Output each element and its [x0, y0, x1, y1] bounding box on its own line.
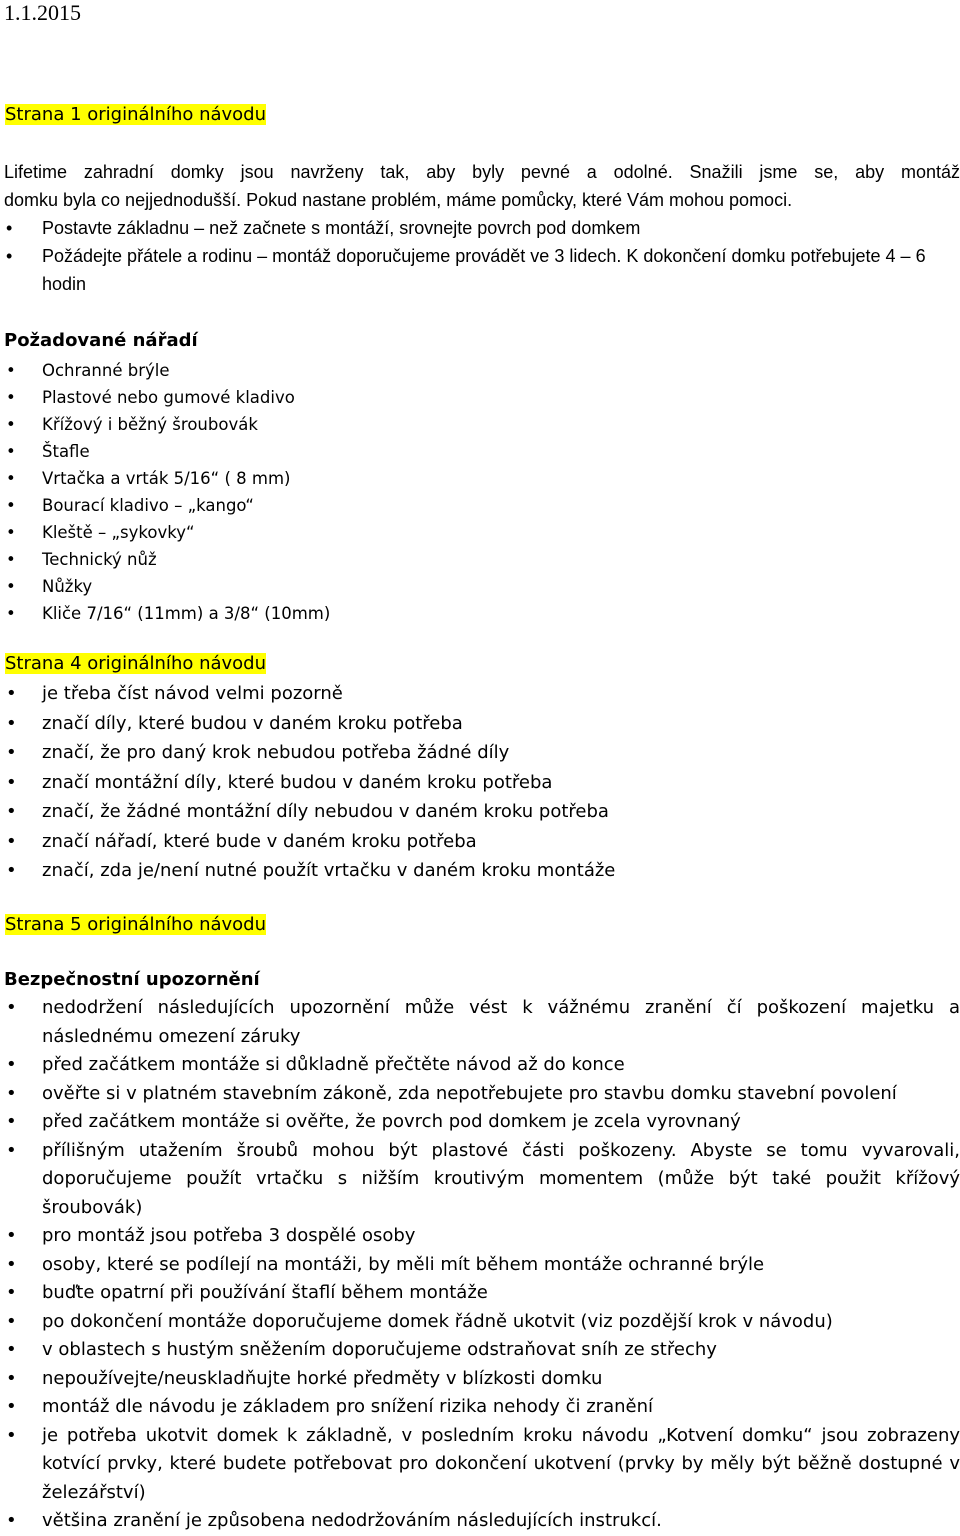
section-heading-page-1 — [4, 102, 267, 128]
list-item: • Postavte základnu – než začnete s montáží, srovnejte povrch pod domkem — [0, 214, 960, 242]
highlighted-heading-text: Strana 1 originálního návodu — [5, 104, 267, 125]
highlighted-heading-text: Strana 5 originálního návodu — [5, 914, 267, 935]
bullet-icon: • — [6, 1139, 17, 1161]
bullet-icon: • — [6, 442, 16, 461]
safety-list — [0, 994, 960, 1536]
list-item: • osoby, které se podílejí na montáži, by měli mít během montáže ochranné brýle — [0, 1251, 960, 1280]
list-item: • nedodržení následujících upozornění může vést k vážnému zranění čí poškození majetku a následnému omezení záruky — [0, 994, 960, 1051]
bullet-icon: • — [6, 683, 17, 704]
tools-heading: Požadované nářadí — [4, 330, 198, 351]
list-item: • v oblastech s hustým sněžením doporučujeme odstraňovat sníh ze střechy — [0, 1336, 960, 1365]
list-item: • značí, že žádné montážní díly nebudou v daném kroku potřeba — [0, 797, 960, 827]
bullet-icon: • — [6, 415, 16, 434]
bullet-icon: • — [6, 801, 17, 822]
tools-list — [0, 357, 960, 627]
list-item: • Ochranné brýle — [0, 357, 960, 384]
list-item: • značí, zda je/není nutné použít vrtačku v daném kroku montáže — [0, 856, 960, 886]
bullet-icon: • — [6, 1082, 17, 1104]
list-item: • montáž dle návodu je základem pro snížení rizika nehody či zranění — [0, 1393, 960, 1422]
intro-bullet-list — [0, 214, 960, 298]
list-item: • Kliče 7/16“ (11mm) a 3/8“ (10mm) — [0, 600, 960, 627]
list-item: • buďte opatrní při používání štaflí během montáže — [0, 1279, 960, 1308]
bullet-icon: • — [6, 1253, 17, 1275]
bullet-icon: • — [6, 1367, 17, 1389]
bullet-icon: • — [6, 361, 16, 380]
highlighted-heading-text: Strana 4 originálního návodu — [5, 653, 267, 674]
safety-heading: Bezpečnostní upozornění — [4, 969, 260, 990]
bullet-icon: • — [6, 1510, 17, 1531]
bullet-icon: • — [6, 218, 13, 238]
list-item: • značí díly, které budou v daném kroku potřeba — [0, 709, 960, 739]
bullet-icon: • — [6, 1310, 17, 1332]
symbols-list — [0, 679, 960, 886]
list-item: • značí, že pro daný krok nebudou potřeba žádné díly — [0, 738, 960, 768]
bullet-icon: • — [6, 523, 16, 542]
bullet-icon: • — [6, 860, 17, 881]
bullet-icon: • — [6, 1339, 17, 1360]
list-item: • po dokončení montáže doporučujeme domek řádně ukotvit (viz pozdější krok v návodu) — [0, 1308, 960, 1337]
bullet-icon: • — [6, 1111, 17, 1132]
intro-line-2: domku byla co nejjednodušší. Pokud nastane problém, máme pomůcky, které Vám mohou pomoci. — [4, 190, 793, 210]
list-item: • většina zranění je způsobena nedodržováním následujících instrukcí. — [0, 1507, 960, 1536]
bullet-icon: • — [6, 1396, 17, 1417]
list-item: • je potřeba ukotvit domek k základně, v posledním kroku návodu „Kotvení domku“ jsou zobrazeny kotvící prvky, které budete potřebovat pro dokončení ukotvení (prvky by měly být běžně dostupné v železářství) — [0, 1422, 960, 1508]
list-item: • značí montážní díly, které budou v daném kroku potřeba — [0, 768, 960, 798]
bullet-icon: • — [6, 469, 16, 488]
list-item: • Nůžky — [0, 573, 960, 600]
bullet-icon: • — [6, 496, 16, 515]
list-item: • Požádejte přátele a rodinu – montáž doporučujeme provádět ve 3 lidech. K dokončení domku potřebujete 4 – 6 hodin — [0, 242, 960, 298]
bullet-icon: • — [6, 1225, 17, 1246]
bullet-icon: • — [6, 246, 13, 266]
bullet-icon: • — [6, 997, 17, 1018]
intro-line-1: Lifetime zahradní domky jsou navrženy tak, aby byly pevné a odolné. Snažili jsme se, aby montáž — [4, 162, 960, 182]
list-item: • Křížový i běžný šroubovák — [0, 411, 960, 438]
list-item: • před začátkem montáže si ověřte, že povrch pod domkem je zcela vyrovnaný — [0, 1108, 960, 1137]
list-item: • Technický nůž — [0, 546, 960, 573]
list-item: • značí nářadí, které bude v daném kroku potřeba — [0, 827, 960, 857]
list-item: • Štafle — [0, 438, 960, 465]
list-item: • přílišným utažením šroubů mohou být plastové části poškozeny. Abyste se tomu vyvarovali, doporučujeme použít vrtačku s nižším kroutivým momentem (může být také použit křížový šroubovák) — [0, 1137, 960, 1223]
bullet-icon: • — [6, 550, 16, 569]
list-item: • nepoužívejte/neuskladňujte horké předměty v blízkosti domku — [0, 1365, 960, 1394]
bullet-icon: • — [6, 1054, 17, 1075]
bullet-icon: • — [6, 771, 17, 793]
list-item: • Plastové nebo gumové kladivo — [0, 384, 960, 411]
bullet-icon: • — [6, 830, 17, 852]
bullet-icon: • — [6, 604, 16, 623]
bullet-icon: • — [6, 577, 16, 596]
bullet-icon: • — [6, 742, 17, 763]
bullet-icon: • — [6, 712, 17, 734]
section-heading-page-5 — [4, 912, 267, 938]
document-date: 1.1.2015 — [4, 0, 81, 25]
list-item: • je třeba číst návod velmi pozorně — [0, 679, 960, 709]
list-item: • pro montáž jsou potřeba 3 dospělé osoby — [0, 1222, 960, 1251]
list-item: • Kleště – „sykovky“ — [0, 519, 960, 546]
section-heading-page-4 — [4, 651, 267, 677]
list-item: • Vrtačka a vrták 5/16“ ( 8 mm) — [0, 465, 960, 492]
bullet-icon: • — [6, 388, 16, 407]
bullet-icon: • — [6, 1424, 17, 1446]
intro-paragraph — [4, 158, 960, 214]
list-item: • před začátkem montáže si důkladně přečtěte návod až do konce — [0, 1051, 960, 1080]
list-item: • ověřte si v platném stavebním zákoně, zda nepotřebujete pro stavbu domku stavební povolení — [0, 1080, 960, 1109]
list-item: • Bourací kladivo – „kango“ — [0, 492, 960, 519]
bullet-icon: • — [6, 1282, 17, 1303]
